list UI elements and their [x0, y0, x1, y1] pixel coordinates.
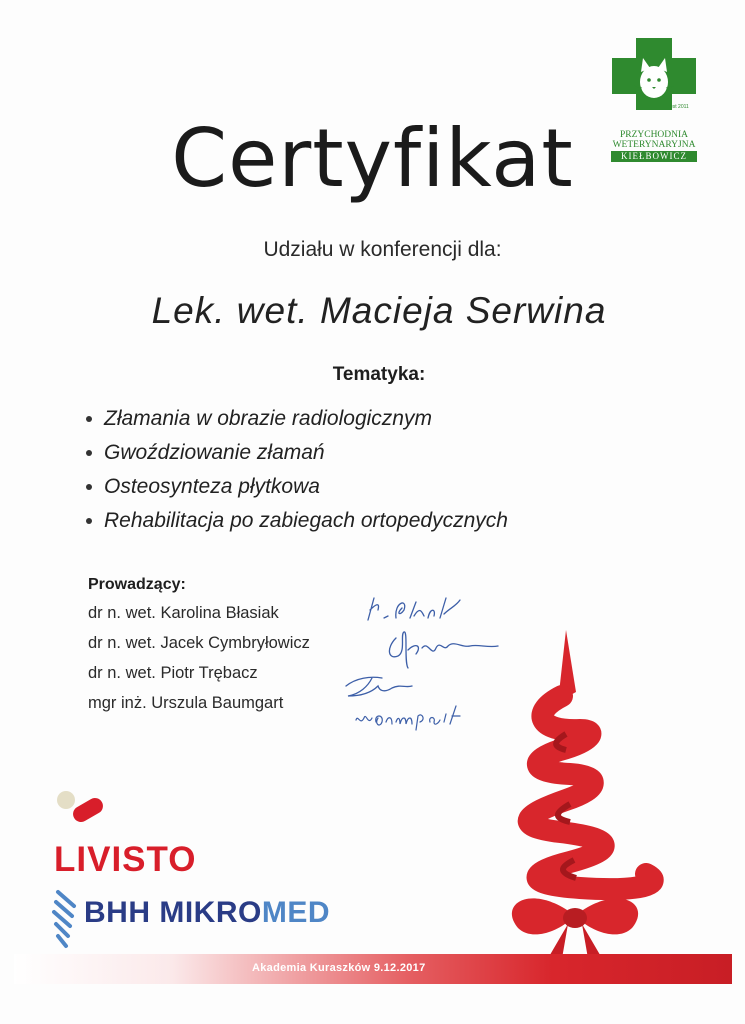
bhh-mikromed-logo-text-part1: BHH MIKRO [84, 896, 262, 929]
bhh-mikromed-logo-text-part2: MED [261, 896, 330, 929]
livisto-logo-text: LIVISTO [54, 840, 197, 879]
signature-blasiak [360, 592, 480, 626]
livisto-logo-mark-icon [54, 790, 108, 830]
leader-item: dr n. wet. Jacek Cymbryłowicz [88, 634, 310, 652]
certificate-subtitle: Udziału w konferencji dla: [263, 238, 502, 261]
leader-item: dr n. wet. Karolina Błasiak [88, 604, 279, 622]
clinic-name-line3: KIEŁBOWICZ [611, 151, 697, 162]
topics-list [82, 404, 508, 540]
leaders-heading: Prowadzący: [88, 576, 186, 593]
signature-baumgart [352, 700, 482, 734]
topic-item: Gwoździowanie złamań [82, 438, 508, 472]
clinic-name-line2: WETERYNARYJNA [612, 140, 696, 150]
leader-item: mgr inż. Urszula Baumgart [88, 694, 284, 712]
bhh-mikromed-logo-mark-icon [50, 888, 80, 952]
bhh-mikromed-logo-text [84, 896, 330, 930]
leader-item: dr n. wet. Piotr Trębacz [88, 664, 258, 682]
topic-item: Złamania w obrazie radiologicznym [82, 404, 508, 438]
topic-item: Rehabilitacja po zabiegach ortopedycznych [82, 506, 508, 540]
leaders-list [88, 598, 310, 718]
topic-item: Osteosynteza płytkowa [82, 472, 508, 506]
footer-event-date: Akademia Kuraszków 9.12.2017 [252, 962, 426, 974]
green-cross-cat-icon [612, 38, 696, 110]
topics-heading: Tematyka: [332, 364, 426, 385]
certificate-title: Certyfikat [171, 112, 574, 205]
red-ribbon-christmas-tree-icon [470, 622, 710, 972]
signature-trebacz [342, 670, 422, 704]
clinic-est-label: est 2011 [670, 104, 689, 110]
clinic-name-line1: PRZYCHODNIA [619, 130, 689, 140]
recipient-name: Lek. wet. Macieja Serwina [151, 290, 607, 331]
